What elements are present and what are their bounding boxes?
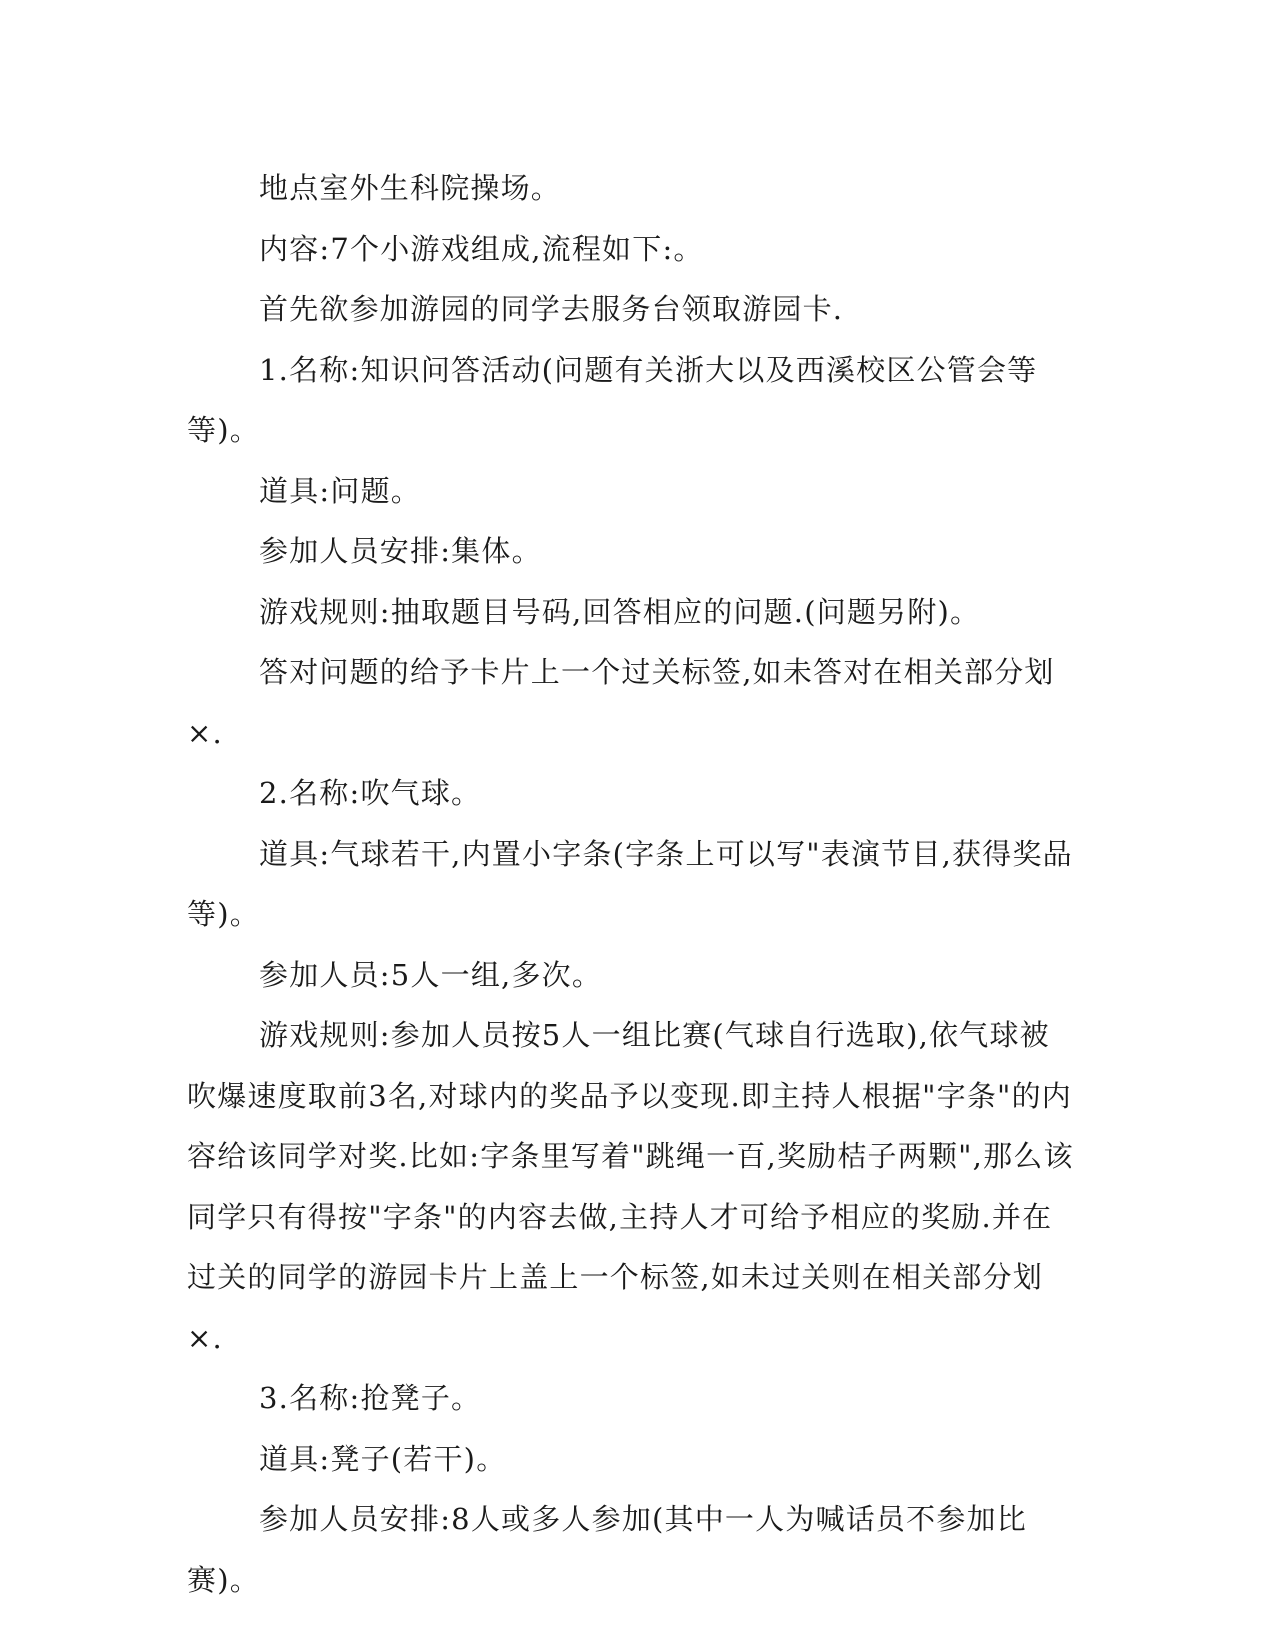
- paragraph-content: 内容:7个小游戏组成,流程如下:。: [259, 231, 704, 266]
- paragraph-game2-name: 2.名称:吹气球。: [259, 776, 482, 810]
- paragraph-game2-props: 道具:气球若干,内置小字条(字条上可以写"表演节目,获得奖品等)。: [187, 836, 1073, 931]
- paragraph-game1-reward: 答对问题的给予卡片上一个过关标签,如未答对在相关部分划×.: [187, 655, 1055, 750]
- paragraph-game3-name: 3.名称:抢凳子。: [259, 1381, 482, 1415]
- paragraph-game1-rules: 游戏规则:抽取题目号码,回答相应的问题.(问题另附)。: [259, 594, 981, 629]
- paragraph-intro: 首先欲参加游园的同学去服务台领取游园卡.: [259, 292, 844, 326]
- paragraph-game3-participants: 参加人员安排:8人或多人参加(其中一人为喊话员不参加比赛)。: [187, 1502, 1027, 1597]
- paragraph-game2-participants: 参加人员:5人一组,多次。: [259, 957, 603, 992]
- paragraph-game2-rules: 游戏规则:参加人员按5人一组比赛(气球自行选取),依气球被吹爆速度取前3名,对球内的奖品予以变现.即主持人根据"字条"的内容给该同学对奖.比如:字条里写着"跳绳一百,奖励桔子两颗",那么该同学只有得按"字条"的内容去做,主持人才可给予相应的奖励.并在过关的同学的游园卡片上盖上一个标签,如未过关则在相关部分划×.: [187, 1018, 1074, 1355]
- paragraph-game3-props: 道具:凳子(若干)。: [259, 1441, 507, 1476]
- paragraph-game1-name: 1.名称:知识问答活动(问题有关浙大以及西溪校区公管会等等)。: [187, 352, 1038, 447]
- document-body: [187, 158, 1077, 1610]
- paragraph-game1-participants: 参加人员安排:集体。: [259, 534, 542, 568]
- paragraph-location: 地点室外生科院操场。: [259, 171, 562, 205]
- paragraph-game1-props: 道具:问题。: [259, 473, 421, 508]
